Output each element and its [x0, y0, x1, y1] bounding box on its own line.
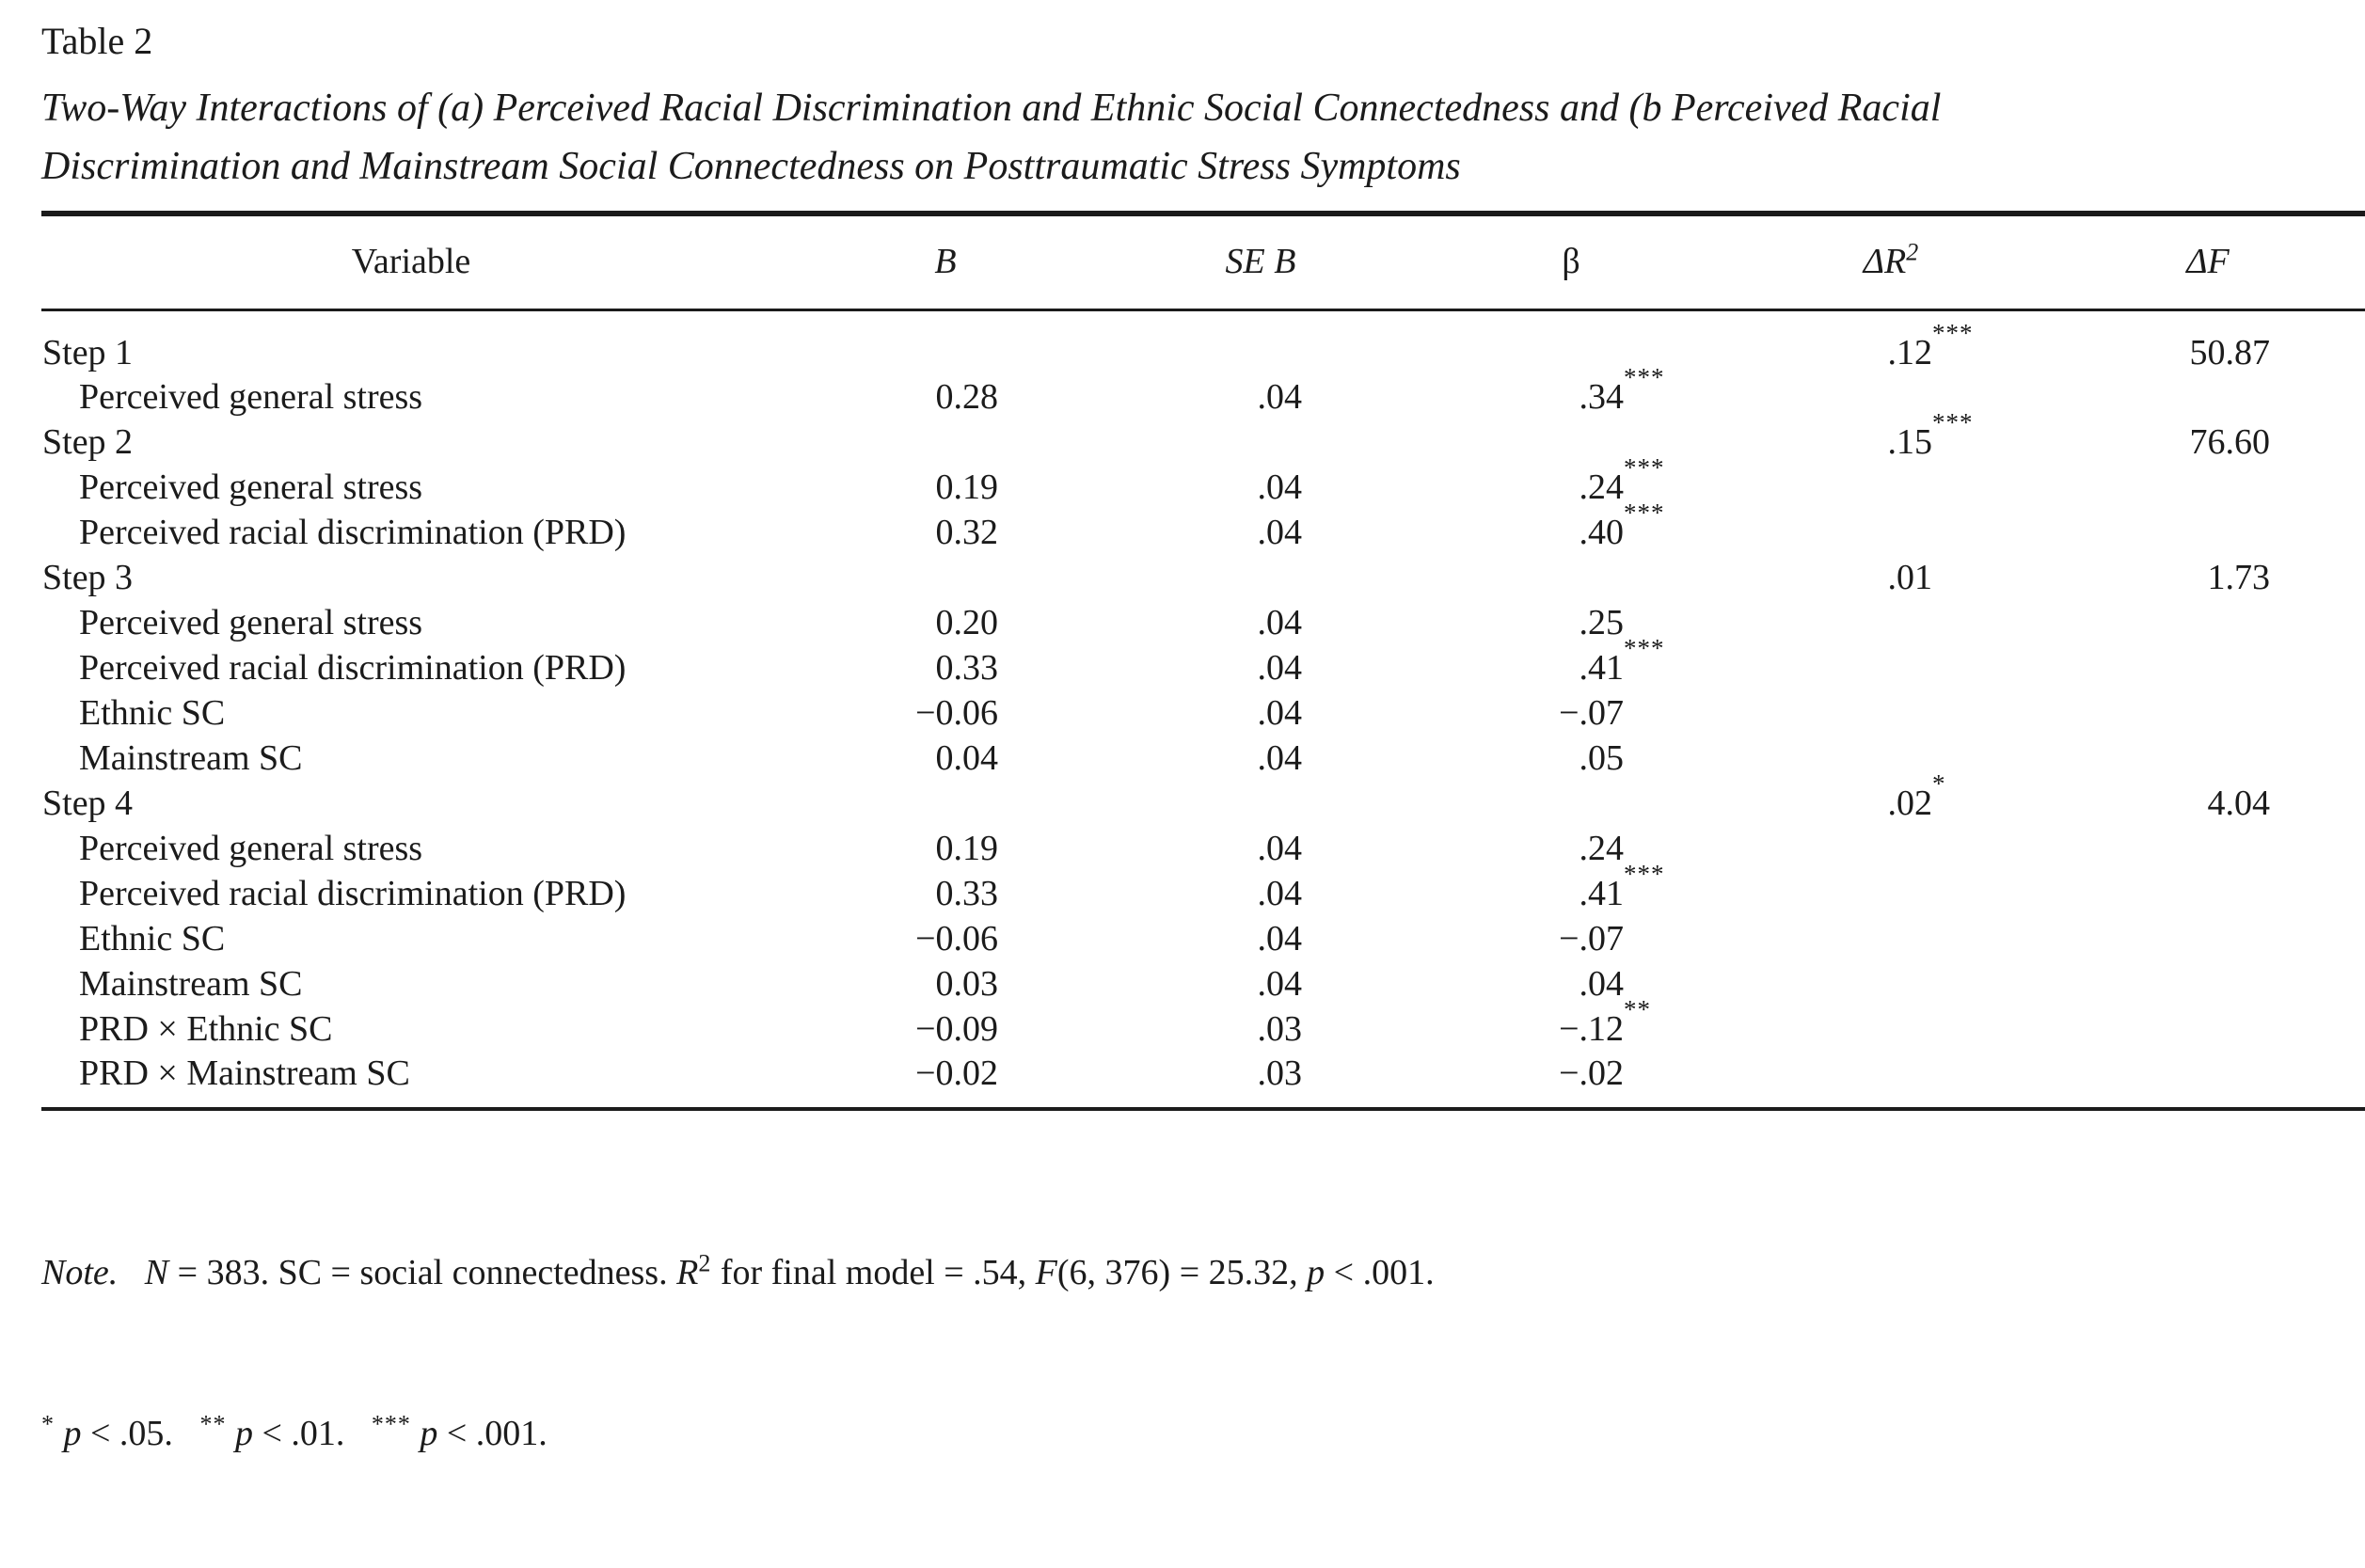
cell-value: 76.60: [2189, 422, 2270, 462]
cell-beta: [1411, 781, 1731, 826]
row-label-step: Step 3: [42, 558, 134, 597]
cell-dr2: [1731, 310, 2051, 375]
cell-se: [1110, 690, 1411, 736]
table-row: [41, 645, 2365, 690]
col-header-b: B: [781, 214, 1110, 310]
cell-dr2: [1731, 736, 2051, 781]
row-label-predictor: Perceived racial discrimination (PRD): [79, 648, 627, 688]
cell-value: 50.87: [2189, 333, 2270, 372]
cell-value: .24 ***: [1579, 453, 1665, 507]
significance-note: * p < .05. ** p < .01. *** p < .001.: [41, 1410, 548, 1453]
cell-value: .01: [1887, 558, 1932, 597]
cell-value: −0.06: [915, 919, 998, 958]
cell-b: [781, 420, 1110, 465]
cell-value: −0.06: [915, 693, 998, 733]
cell-df: [2051, 916, 2365, 961]
delta-r2-superscript: 2: [1906, 238, 1919, 266]
cell-dr2: [1731, 916, 2051, 961]
cell-value: −.02: [1559, 1053, 1624, 1093]
table-label: Table 2: [41, 20, 153, 62]
cell-b: [781, 736, 1110, 781]
row-label-predictor: PRD × Ethnic SC: [79, 1009, 333, 1049]
cell-df: [2051, 374, 2365, 420]
cell-df: [2051, 510, 2365, 555]
cell-dr2: [1731, 690, 2051, 736]
table-row: [41, 781, 2365, 826]
cell-se: [1110, 916, 1411, 961]
cell-se: [1110, 555, 1411, 600]
col-header-delta-r2: $\Delta R^2$: [1731, 214, 2051, 310]
table-body: [41, 310, 2365, 1110]
cell-value: 0.19: [935, 829, 998, 868]
cell-se: [1110, 645, 1411, 690]
cell-value: .12 ***: [1887, 319, 1974, 372]
table-caption-line-1: Two-Way Interactions of (a) Perceived Racial Discrimination and Ethnic Social Connectedness and (b Perceived Racial: [41, 87, 1942, 130]
col-header-beta: β: [1411, 214, 1731, 310]
regression-table: [41, 211, 2365, 1111]
table-header: [41, 214, 2365, 310]
cell-df: [2051, 645, 2365, 690]
cell-dr2: [1731, 826, 2051, 871]
cell-value: 0.03: [935, 964, 998, 1004]
row-label-predictor: PRD × Mainstream SC: [79, 1053, 410, 1093]
cell-value: −.07: [1559, 919, 1624, 958]
cell-dr2: [1731, 555, 2051, 600]
table-row: [41, 961, 2365, 1006]
cell-b: [781, 781, 1110, 826]
cell-value: −0.02: [915, 1053, 998, 1093]
cell-dr2: [1731, 510, 2051, 555]
cell-value: .04: [1257, 964, 1302, 1004]
cell-df: [2051, 690, 2365, 736]
significance-asterisks: ***: [1624, 860, 1665, 888]
cell-df: [2051, 1006, 2365, 1052]
cell-beta: [1411, 600, 1731, 645]
cell-value: .34 ***: [1579, 363, 1665, 417]
cell-se: [1110, 510, 1411, 555]
cell-dr2: [1731, 645, 2051, 690]
table-row: [41, 420, 2365, 465]
cell-b: [781, 871, 1110, 916]
table-note: Note. N = 383. SC = social connectedness. $R^2$ for final model = .54, F(6, 376) = 25.32, p < .001.: [41, 1249, 1435, 1292]
cell-value: .15 ***: [1887, 408, 1974, 462]
cell-beta: [1411, 363, 1731, 420]
col-header-se-b: SE B: [1110, 214, 1411, 310]
cell-b: [781, 555, 1110, 600]
cell-value: 0.33: [935, 874, 998, 913]
cell-b: [781, 916, 1110, 961]
row-label-predictor: Mainstream SC: [79, 964, 303, 1004]
cell-beta: [1411, 555, 1731, 600]
table-row: [41, 600, 2365, 645]
col-header-variable: Variable: [41, 214, 781, 310]
cell-b: [781, 374, 1110, 420]
table-row: [41, 826, 2365, 871]
table-row: [41, 916, 2365, 961]
table-row: [41, 871, 2365, 916]
significance-asterisks: ***: [1932, 408, 1974, 436]
cell-b: [781, 465, 1110, 510]
cell-b: [781, 645, 1110, 690]
row-label-predictor: Perceived general stress: [79, 603, 423, 642]
significance-asterisks: ***: [1624, 499, 1665, 527]
significance-asterisks: ***: [1624, 453, 1665, 482]
cell-value: 0.20: [935, 603, 998, 642]
table-row: [41, 555, 2365, 600]
cell-value: .05: [1579, 738, 1624, 778]
cell-b: [781, 310, 1110, 375]
row-label-predictor: Mainstream SC: [79, 738, 303, 778]
cell-dr2: [1731, 1006, 2051, 1052]
cell-value: −.07: [1559, 693, 1624, 733]
table-notes: [41, 1139, 2365, 1568]
cell-b: [781, 690, 1110, 736]
cell-df: [2051, 961, 2365, 1006]
cell-se: [1110, 1006, 1411, 1052]
row-label-step: Step 4: [42, 784, 134, 823]
cell-beta: [1411, 736, 1731, 781]
cell-dr2: [1731, 961, 2051, 1006]
table-row: [41, 1006, 2365, 1052]
cell-b: [781, 826, 1110, 871]
cell-beta: [1411, 310, 1731, 375]
cell-value: .02 *: [1887, 769, 1946, 823]
cell-value: .41 ***: [1579, 860, 1665, 913]
cell-dr2: [1731, 408, 2051, 465]
significance-asterisks: ***: [1932, 319, 1974, 347]
cell-value: .25: [1579, 603, 1624, 642]
cell-dr2: [1731, 465, 2051, 510]
cell-beta: [1411, 916, 1731, 961]
cell-value: .04: [1257, 738, 1302, 778]
cell-value: .40 ***: [1579, 499, 1665, 552]
table-row: [41, 690, 2365, 736]
cell-se: [1110, 310, 1411, 375]
cell-beta: [1411, 690, 1731, 736]
cell-dr2: [1731, 374, 2051, 420]
cell-se: [1110, 826, 1411, 871]
table-caption: [41, 79, 2365, 196]
cell-value: .03: [1257, 1053, 1302, 1093]
header-row: [41, 214, 2365, 310]
cell-value: 4.04: [2207, 784, 2270, 823]
row-label-predictor: Perceived racial discrimination (PRD): [79, 874, 627, 913]
table-row: [41, 310, 2365, 375]
row-label-predictor: Ethnic SC: [79, 693, 226, 733]
cell-beta: [1411, 961, 1731, 1006]
cell-df: [2051, 826, 2365, 871]
significance-asterisks: **: [1624, 995, 1651, 1023]
significance-asterisks: *: [1932, 769, 1946, 798]
significance-asterisks: ***: [1624, 634, 1665, 662]
cell-b: [781, 1052, 1110, 1109]
cell-value: 0.32: [935, 513, 998, 552]
cell-dr2: [1731, 600, 2051, 645]
row-label-predictor: Perceived general stress: [79, 377, 423, 417]
cell-value: .04: [1257, 693, 1302, 733]
cell-df: [2051, 420, 2365, 465]
cell-df: [2051, 871, 2365, 916]
cell-value: .24: [1579, 829, 1624, 868]
cell-df: [2051, 600, 2365, 645]
cell-value: .04: [1257, 603, 1302, 642]
cell-b: [781, 510, 1110, 555]
cell-se: [1110, 736, 1411, 781]
cell-dr2: [1731, 769, 2051, 826]
cell-value: −.12 **: [1559, 995, 1651, 1049]
cell-se: [1110, 374, 1411, 420]
cell-df: [2051, 736, 2365, 781]
cell-se: [1110, 1052, 1411, 1109]
cell-b: [781, 600, 1110, 645]
row-label-predictor: Perceived racial discrimination (PRD): [79, 513, 627, 552]
cell-beta: [1411, 1052, 1731, 1109]
cell-beta: [1411, 995, 1731, 1052]
row-label-step: Step 2: [42, 422, 134, 462]
cell-value: .04: [1257, 829, 1302, 868]
cell-value: 0.33: [935, 648, 998, 688]
cell-b: [781, 961, 1110, 1006]
cell-df: [2051, 555, 2365, 600]
table-row: [41, 1052, 2365, 1109]
cell-value: .04: [1257, 919, 1302, 958]
cell-value: .04: [1257, 874, 1302, 913]
cell-value: .04: [1257, 467, 1302, 507]
cell-value: .41 ***: [1579, 634, 1665, 688]
cell-value: 0.28: [935, 377, 998, 417]
cell-beta: [1411, 634, 1731, 690]
cell-se: [1110, 420, 1411, 465]
significance-asterisks: ***: [1624, 363, 1665, 391]
cell-dr2: [1731, 1052, 2051, 1109]
row-label-step: Step 1: [42, 333, 134, 372]
row-label-predictor: Perceived general stress: [79, 467, 423, 507]
row-label-predictor: Perceived general stress: [79, 829, 423, 868]
cell-b: [781, 1006, 1110, 1052]
cell-se: [1110, 871, 1411, 916]
cell-value: .03: [1257, 1009, 1302, 1049]
table-row: [41, 465, 2365, 510]
cell-value: 0.04: [935, 738, 998, 778]
cell-df: [2051, 781, 2365, 826]
cell-df: [2051, 310, 2365, 375]
cell-value: −0.09: [915, 1009, 998, 1049]
col-header-delta-f: ΔF: [2051, 214, 2365, 310]
table-row: [41, 510, 2365, 555]
cell-value: 1.73: [2207, 558, 2270, 597]
row-label-predictor: Ethnic SC: [79, 919, 226, 958]
cell-value: .04: [1579, 964, 1624, 1004]
cell-se: [1110, 961, 1411, 1006]
cell-df: [2051, 1052, 2365, 1109]
cell-beta: [1411, 499, 1731, 555]
cell-value: 0.19: [935, 467, 998, 507]
cell-value: .04: [1257, 648, 1302, 688]
table-row: [41, 736, 2365, 781]
cell-se: [1110, 600, 1411, 645]
cell-dr2: [1731, 871, 2051, 916]
cell-se: [1110, 465, 1411, 510]
cell-beta: [1411, 826, 1731, 871]
cell-beta: [1411, 420, 1731, 465]
table-row: [41, 374, 2365, 420]
cell-beta: [1411, 860, 1731, 916]
cell-beta: [1411, 453, 1731, 510]
cell-value: .04: [1257, 513, 1302, 552]
cell-value: .04: [1257, 377, 1302, 417]
cell-se: [1110, 781, 1411, 826]
table-caption-line-2: Discrimination and Mainstream Social Connectedness on Posttraumatic Stress Symptoms: [41, 145, 1461, 188]
cell-df: [2051, 465, 2365, 510]
